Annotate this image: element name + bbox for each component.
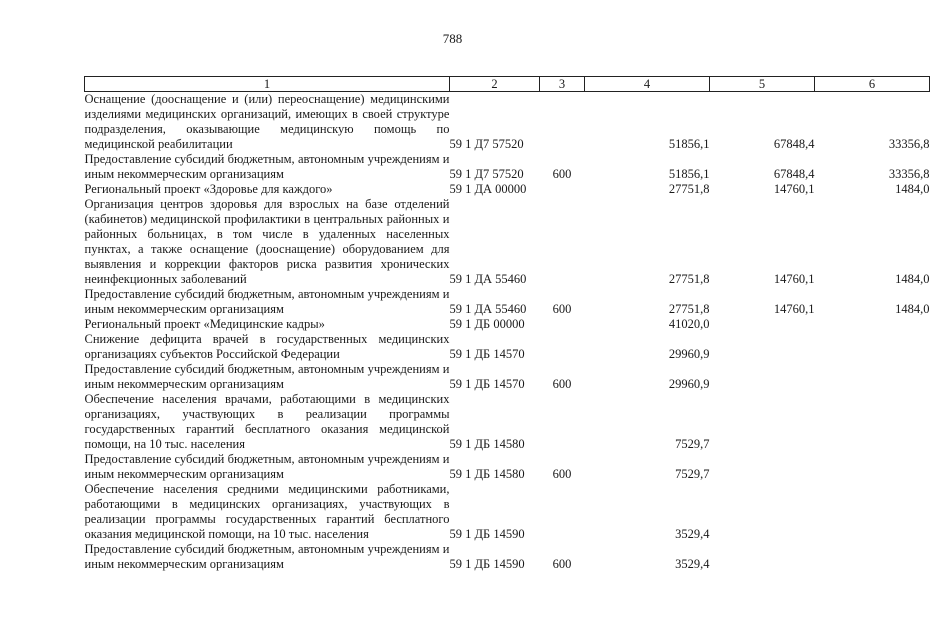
row-amount-year3 bbox=[815, 392, 930, 452]
row-amount-year2: 67848,4 bbox=[773, 167, 815, 181]
row-amount-year1: 7529,7 bbox=[675, 467, 710, 481]
row-name: Предоставление субсидий бюджетным, автономным учреждениям и иным некоммерческим организациям bbox=[84, 152, 450, 181]
row-amount-year2 bbox=[710, 332, 815, 362]
row-code: 59 1 ДБ 14580 bbox=[449, 467, 525, 481]
table-row bbox=[85, 92, 930, 153]
row-expense-type bbox=[540, 482, 585, 542]
table-row bbox=[85, 152, 930, 182]
row-code: 59 1 Д7 57520 bbox=[449, 137, 524, 151]
row-expense-type: 600 bbox=[552, 302, 572, 316]
row-amount-year1: 7529,7 bbox=[675, 437, 710, 451]
table-row bbox=[85, 182, 930, 197]
row-name: Снижение дефицита врачей в государственных медицинских организациях субъектов Российской Федерации bbox=[84, 332, 450, 361]
row-amount-year3: 1484,0 bbox=[895, 302, 930, 316]
row-amount-year3 bbox=[815, 332, 930, 362]
row-amount-year2: 14760,1 bbox=[773, 182, 815, 196]
row-amount-year2: 14760,1 bbox=[773, 272, 815, 286]
table-body bbox=[85, 92, 930, 573]
table-row bbox=[85, 362, 930, 392]
row-code: 59 1 ДБ 14570 bbox=[449, 347, 525, 361]
table-row bbox=[85, 197, 930, 287]
row-expense-type bbox=[540, 92, 585, 153]
row-amount-year3: 1484,0 bbox=[895, 182, 930, 196]
row-amount-year1: 27751,8 bbox=[668, 302, 710, 316]
row-name: Предоставление субсидий бюджетным, автономным учреждениям и иным некоммерческим организациям bbox=[84, 287, 450, 316]
row-amount-year3: 33356,8 bbox=[888, 137, 930, 151]
row-name: Обеспечение населения средними медицинскими работниками, работающими в медицинских организациях, участвующих в реализации программы государственных гарантий бесплатного оказания медицинской помощи, на 10 тыс. населения bbox=[84, 482, 450, 541]
row-amount-year2: 14760,1 bbox=[773, 302, 815, 316]
row-name: Обеспечение населения врачами, работающими в медицинских организациях, участвующих в реализации программы государственных гарантий бесплатного оказания медицинской помощи, на 10 тыс. населения bbox=[84, 392, 450, 451]
row-amount-year3 bbox=[815, 542, 930, 572]
row-expense-type bbox=[540, 317, 585, 332]
row-amount-year3 bbox=[815, 452, 930, 482]
row-expense-type bbox=[540, 182, 585, 197]
row-code: 59 1 ДБ 14580 bbox=[449, 437, 525, 451]
page-number: 788 bbox=[442, 31, 463, 46]
row-amount-year1: 27751,8 bbox=[668, 272, 710, 286]
header-col-6: 6 bbox=[815, 77, 930, 92]
row-expense-type bbox=[540, 332, 585, 362]
row-amount-year1: 3529,4 bbox=[675, 527, 710, 541]
header-col-3: 3 bbox=[540, 77, 585, 92]
row-amount-year2 bbox=[710, 317, 815, 332]
row-name: Региональный проект «Здоровье для каждого» bbox=[84, 182, 333, 196]
table-row bbox=[85, 332, 930, 362]
header-col-1: 1 bbox=[85, 77, 450, 92]
row-amount-year3: 33356,8 bbox=[888, 167, 930, 181]
row-expense-type: 600 bbox=[552, 377, 572, 391]
header-col-2: 2 bbox=[450, 77, 540, 92]
row-amount-year2: 67848,4 bbox=[773, 137, 815, 151]
row-amount-year3 bbox=[815, 317, 930, 332]
row-code: 59 1 Д7 57520 bbox=[449, 167, 524, 181]
header-col-5: 5 bbox=[710, 77, 815, 92]
header-col-4: 4 bbox=[585, 77, 710, 92]
row-name: Предоставление субсидий бюджетным, автономным учреждениям и иным некоммерческим организациям bbox=[84, 452, 450, 481]
row-name: Предоставление субсидий бюджетным, автономным учреждениям и иным некоммерческим организациям bbox=[84, 542, 450, 571]
row-name: Оснащение (дооснащение и (или) переоснащение) медицинскими изделиями медицинских организаций, имеющих в своей структуре подразделения, оказывающие медицинскую помощь по медицинской реабилитации bbox=[84, 92, 450, 151]
row-amount-year2 bbox=[710, 392, 815, 452]
row-expense-type bbox=[540, 392, 585, 452]
row-expense-type: 600 bbox=[552, 557, 572, 571]
row-amount-year2 bbox=[710, 482, 815, 542]
row-code: 59 1 ДБ 14590 bbox=[449, 527, 525, 541]
table-row bbox=[85, 542, 930, 572]
row-amount-year3 bbox=[815, 482, 930, 542]
row-amount-year1: 51856,1 bbox=[668, 137, 710, 151]
row-name: Предоставление субсидий бюджетным, автономным учреждениям и иным некоммерческим организациям bbox=[84, 362, 450, 391]
table-row bbox=[85, 317, 930, 332]
table-row bbox=[85, 452, 930, 482]
row-name: Организация центров здоровья для взрослых на базе отделений (кабинетов) медицинской профилактики в центральных районных и районных больницах, в том числе в удаленных населенных пунктах, а также оснащение (дооснащение) оборудованием для выявления и коррекции факторов риска развития хронических неинфекционных заболеваний bbox=[84, 197, 450, 286]
row-amount-year1: 29960,9 bbox=[668, 347, 710, 361]
row-expense-type bbox=[540, 197, 585, 287]
table-row bbox=[85, 482, 930, 542]
row-name: Региональный проект «Медицинские кадры» bbox=[84, 317, 325, 331]
row-amount-year2 bbox=[710, 542, 815, 572]
row-code: 59 1 ДБ 14590 bbox=[449, 557, 525, 571]
row-expense-type: 600 bbox=[552, 167, 572, 181]
budget-table bbox=[84, 76, 930, 572]
row-amount-year1: 29960,9 bbox=[668, 377, 710, 391]
row-amount-year2 bbox=[710, 362, 815, 392]
table-row bbox=[85, 287, 930, 317]
row-amount-year2 bbox=[710, 452, 815, 482]
row-amount-year1: 3529,4 bbox=[675, 557, 710, 571]
row-amount-year1: 41020,0 bbox=[668, 317, 710, 331]
row-code: 59 1 ДБ 14570 bbox=[449, 377, 525, 391]
row-amount-year1: 51856,1 bbox=[668, 167, 710, 181]
row-amount-year1: 27751,8 bbox=[668, 182, 710, 196]
row-code: 59 1 ДБ 00000 bbox=[449, 317, 525, 331]
row-amount-year3: 1484,0 bbox=[895, 272, 930, 286]
table-header-row bbox=[85, 77, 930, 92]
row-expense-type: 600 bbox=[552, 467, 572, 481]
row-code: 59 1 ДА 55460 bbox=[449, 272, 527, 286]
row-code: 59 1 ДА 00000 bbox=[449, 182, 527, 196]
row-amount-year3 bbox=[815, 362, 930, 392]
table-row bbox=[85, 392, 930, 452]
row-code: 59 1 ДА 55460 bbox=[449, 302, 527, 316]
